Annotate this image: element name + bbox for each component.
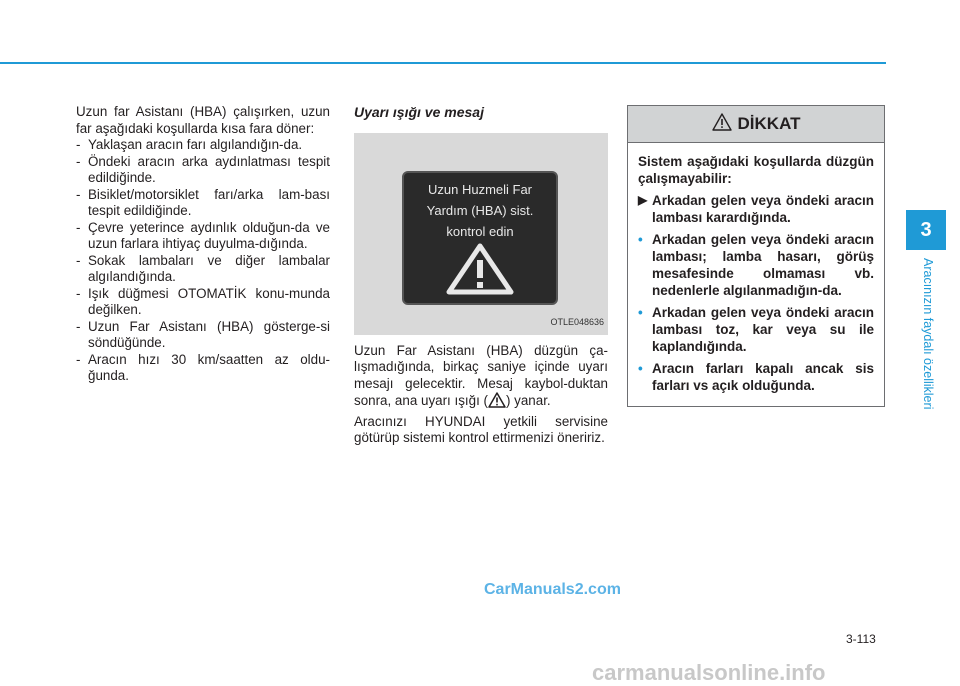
caution-triangle-icon [712, 113, 732, 131]
list-item: - Bisiklet/motorsiklet farı/arka lam-bası tespit edildiğinde. [76, 186, 330, 218]
caution-box [627, 105, 885, 407]
warning-triangle-icon [446, 243, 514, 295]
list-item: - Işık düğmesi OTOMATİK konu-munda değilken. [76, 285, 330, 317]
cluster-message-screen [402, 171, 558, 305]
column-left [76, 104, 330, 385]
page-number: 3-113 [846, 632, 876, 646]
screen-line: kontrol edin [446, 223, 514, 239]
chapter-tab: 3 [906, 210, 946, 250]
caution-title: DİKKAT [737, 114, 801, 133]
list-item: ▶ Arkadan gelen veya öndeki aracın lambası karardığında. [638, 193, 874, 225]
figure-code: OTLE048636 [550, 317, 604, 327]
list-item: • Aracın farları kapalı ancak sis farları vs açık olduğunda. [638, 361, 874, 393]
list-item: • Arkadan gelen veya öndeki aracın lambası; lamba hasarı, görüş mesafesinde olmaması vb. nedenlerle algılanmadığın-da. [638, 232, 874, 298]
caution-intro: Sistem aşağıdaki koşullarda düzgün çalışmayabilir: [638, 154, 874, 186]
service-paragraph: Aracınızı HYUNDAI yetkili servisine götürüp sistemi kontrol ettirmenizi öneririz. [354, 413, 608, 445]
watermark-bottom: carmanualsonline.info [592, 660, 826, 685]
section-title: Uyarı ışığı ve mesaj [354, 104, 484, 120]
column-middle [354, 104, 608, 447]
watermark-top: CarManuals2.com [484, 581, 621, 598]
list-item: • Arkadan gelen veya öndeki aracın lambası toz, kar veya su ile kaplandığında. [638, 305, 874, 354]
list-item: - Uzun Far Asistanı (HBA) gösterge-si söndüğünde. [76, 318, 330, 350]
warning-paragraph: Uzun Far Asistanı (HBA) düzgün ça-lışmadığında, birkaç saniye içinde uyarı mesajı gelecektir. Mesaj kaybol-duktan sonra, ana uyarı ışığı ( ) yanar. [354, 342, 608, 408]
caution-header [628, 106, 884, 143]
bullet-icon: • [638, 305, 643, 320]
list-item: - Sokak lambaları ve diğer lambalar algılandığında. [76, 252, 330, 284]
low-beam-conditions-list [76, 137, 330, 385]
list-item: - Aracın hızı 30 km/saatten az oldu-ğunda. [76, 351, 330, 383]
bullet-icon: • [638, 232, 643, 247]
screen-line: Yardım (HBA) sist. [426, 202, 534, 218]
hba-intro: Uzun far Asistanı (HBA) çalışırken, uzun far aşağıdaki koşullarda kısa fara döner: [76, 104, 330, 136]
chapter-side-title: Aracınızın faydalı özellikleri [921, 258, 935, 410]
list-item: - Öndeki aracın arka aydınlatması tespit edildiğinde. [76, 153, 330, 185]
bullet-icon: • [638, 361, 643, 376]
cluster-warning-figure [354, 133, 608, 335]
top-rule [0, 62, 886, 64]
master-warning-icon [488, 392, 506, 408]
arrow-icon: ▶ [638, 193, 648, 207]
caution-body [628, 143, 884, 394]
list-item: - Yaklaşan aracın farı algılandığın-da. [76, 137, 303, 152]
caution-list [638, 192, 874, 394]
list-item: - Çevre yeterince aydınlık olduğun-da ve uzun farlara ihtiyaç duyulma-dığında. [76, 219, 330, 251]
screen-line: Uzun Huzmeli Far [427, 181, 533, 197]
